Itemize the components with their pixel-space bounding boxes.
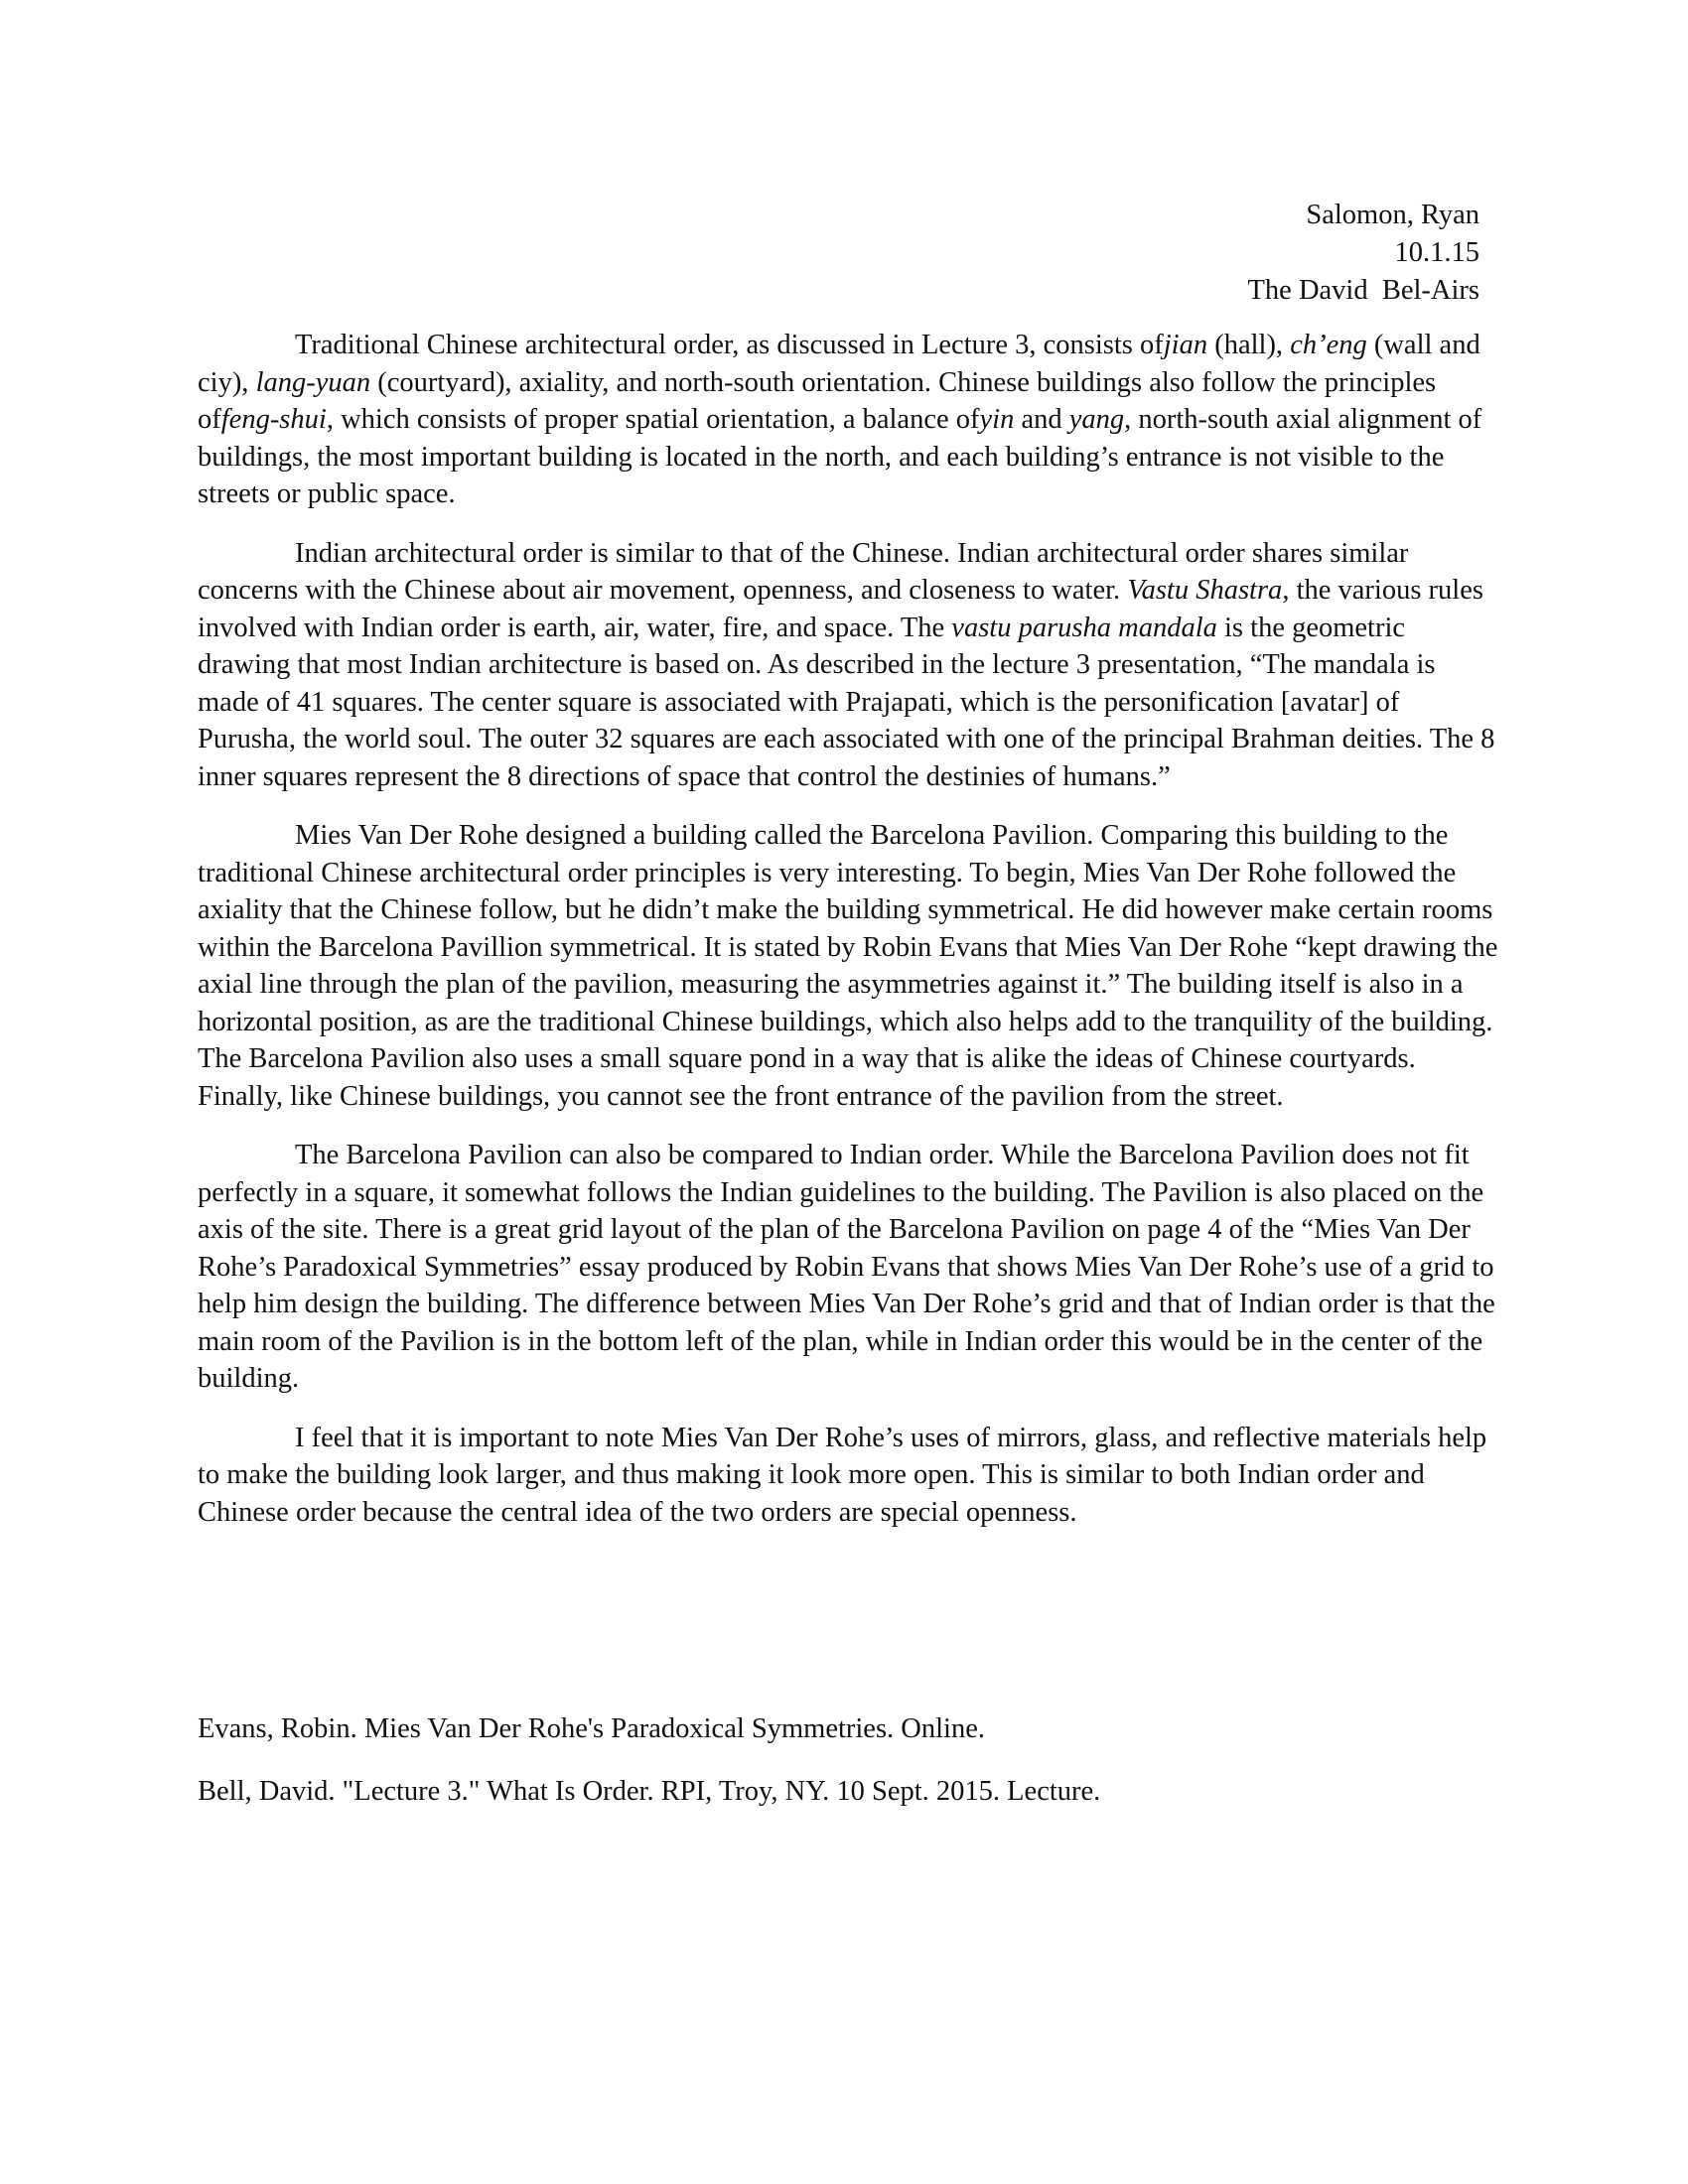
reference-item: Evans, Robin. Mies Van Der Rohe's Paradoxical Symmetries. Online. — [198, 1713, 985, 1744]
group-name: The David Bel-Airs — [1247, 275, 1479, 306]
text-run: , which consists of proper spatial orientation, a balance of — [326, 404, 980, 435]
italic-term: feng-shui — [220, 404, 327, 435]
paragraph-barcelona-indian: The Barcelona Pavilion can also be compared to Indian order. While the Barcelona Pavilion does not fit perfectly in a square, it somewhat follows the Indian guidelines to the building. The Pavilion is also placed on the axis of the site. There is a great grid layout of the plan of the Barcelona Pavilion on page 4 of the “Mies Van Der Rohe’s Paradoxical Symmetries” essay produced by Robin Evans that shows Mies Van Der Rohe’s use of a grid to help him design the building. The difference between Mies Van Der Rohe’s grid and that of Indian order is that the main room of the Pavilion is in the bottom left of the plan, while in Indian order this would be in the center of the building. — [198, 1140, 1495, 1394]
italic-term: jian — [1163, 330, 1208, 360]
author-name: Salomon, Ryan — [1306, 200, 1479, 230]
text-run: and — [1014, 404, 1069, 435]
italic-term: lang-yuan — [255, 366, 371, 398]
text-run: Indian architectural order is similar to that of the Chinese. Indian architectural order shares similar concerns with the Chinese about air movement, openness, and closeness to water. — [198, 537, 1409, 606]
italic-term: Vastu Shastra — [1127, 575, 1283, 606]
text-run: , north-south axial alignment of buildings, the most important building is located in the north, and each building’s entrance is not visible to the streets or public space. — [198, 404, 1482, 509]
italic-term: ch’eng — [1290, 330, 1367, 360]
italic-term: vastu parusha mandala — [951, 612, 1217, 643]
reference-item: Bell, David. "Lecture 3." What Is Order. RPI, Troy, NY. 10 Sept. 2015. Lecture. — [198, 1775, 1101, 1807]
italic-term: yin — [979, 404, 1015, 435]
italic-term: yang — [1068, 404, 1125, 435]
paragraph-indian-order — [198, 535, 1498, 796]
essay-body — [198, 327, 1498, 1553]
text-run: , the various rules involved with Indian order is earth, air, water, fire, and space. The — [198, 575, 1483, 643]
text-run: (courtyard), axiality, and north-south orientation. Chinese buildings also follow the principles of — [198, 366, 1437, 435]
references-list — [198, 1710, 1498, 1835]
text-run: is the geometric drawing that most Indian architecture is based on. As described in the lecture 3 presentation, “The mandala is made of 41 squares. The center square is associated with Prajapati, which is the personification [avatar] of Purusha, the world soul. The outer 32 squares are each associated with one of the principal Brahman deities. The 8 inner squares represent the 8 directions of space that control the destinies of humans.” — [198, 612, 1495, 792]
text-run: Traditional Chinese architectural order, as discussed in Lecture 3, consists of — [295, 330, 1164, 360]
text-run: (wall and ciy), — [198, 330, 1480, 398]
paragraph-barcelona-chinese: Mies Van Der Rohe designed a building called the Barcelona Pavilion. Comparing this building to the traditional Chinese architectural order principles is very interesting. To begin, Mies Van Der Rohe followed the axiality that the Chinese follow, but he didn’t make the building symmetrical. He did however make certain rooms within the Barcelona Pavillion symmetrical. It is stated by Robin Evans that Mies Van Der Rohe “kept drawing the axial line through the plan of the pavilion, measuring the asymmetries against it.” The building itself is also in a horizontal position, as are the traditional Chinese buildings, which also helps add to the tranquility of the building. The Barcelona Pavilion also uses a small square pond in a way that is alike the ideas of Chinese courtyards. Finally, like Chinese buildings, you cannot see the front entrance of the pavilion from the street. — [198, 820, 1498, 1112]
date: 10.1.15 — [1394, 237, 1479, 268]
text-run: (hall), — [1207, 330, 1291, 360]
paragraph-chinese-order — [198, 327, 1498, 513]
header-block — [1248, 197, 1479, 310]
paragraph-conclusion: I feel that it is important to note Mies Van Der Rohe’s uses of mirrors, glass, and reflective materials help to make the building look larger, and thus making it look more open. This is similar to both Indian order and Chinese order because the central idea of the two orders are special openness. — [198, 1422, 1487, 1528]
